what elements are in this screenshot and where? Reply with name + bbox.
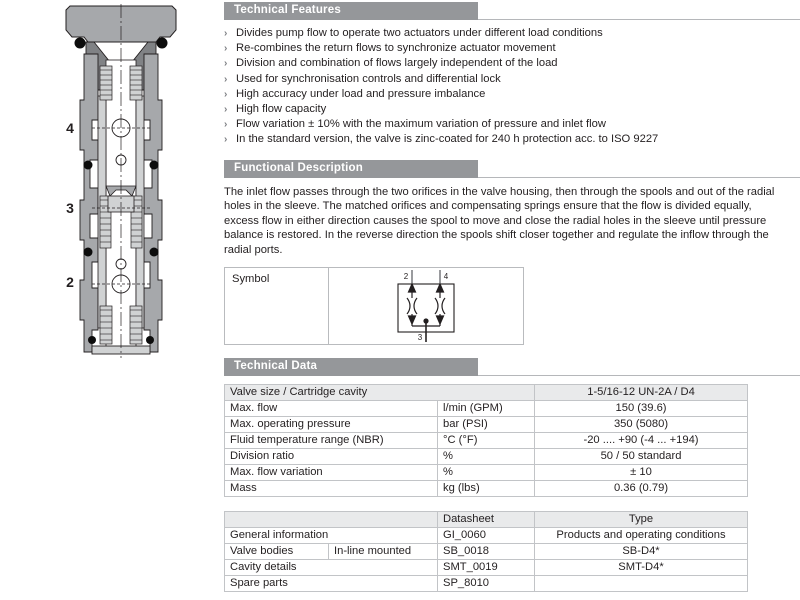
technical-data-parameter: Mass	[225, 480, 438, 496]
section-header-rule	[478, 19, 800, 20]
symbol-diagram-cell	[329, 268, 523, 344]
feature-list-item-label: In the standard version, the valve is zinc-coated for 240 h protection acc. to ISO 9227	[236, 133, 659, 146]
symbol-left-branch	[407, 284, 417, 326]
symbol-box	[224, 267, 524, 345]
feature-list-item-label: Division and combination of flows largely independent of the load	[236, 57, 558, 70]
feature-list-item	[224, 87, 800, 102]
feature-list-item-label: Flow variation ± 10% with the maximum variation of pressure and inlet flow	[236, 118, 606, 131]
port-label-4: 4	[66, 120, 74, 136]
symbol-label-port-2: 2	[403, 271, 409, 281]
table-row	[225, 575, 748, 591]
o-ring-seal-left	[75, 38, 86, 49]
section-header-rule	[478, 375, 800, 376]
technical-data-parameter: Max. flow	[225, 400, 438, 416]
related-documents-type: Products and operating conditions	[535, 527, 748, 543]
section-title: Functional Description	[234, 161, 363, 174]
table-row	[225, 480, 748, 496]
technical-data-parameter: Division ratio	[225, 448, 438, 464]
technical-data-unit: °C (°F)	[438, 432, 535, 448]
feature-list-item-label: Divides pump flow to operate two actuators under different load conditions	[236, 27, 603, 39]
related-documents-name: Spare parts	[225, 575, 438, 591]
content-column	[224, 0, 800, 600]
related-documents-header-type: Type	[535, 511, 748, 527]
technical-data-unit: kg (lbs)	[438, 480, 535, 496]
section-header-rule	[478, 177, 800, 178]
table-row	[225, 527, 748, 543]
table-row	[225, 432, 748, 448]
table-row	[225, 384, 748, 400]
table-row	[225, 400, 748, 416]
o-ring-seal-right	[157, 38, 168, 49]
technical-data-parameter: Valve size / Cartridge cavity	[225, 384, 535, 400]
table-row	[225, 543, 748, 559]
technical-data-unit: %	[438, 464, 535, 480]
section-header-technical-features	[224, 0, 800, 20]
feature-list-item	[224, 117, 800, 132]
feature-list-item	[224, 41, 800, 56]
related-documents-name: Cavity details	[225, 559, 438, 575]
related-documents-head	[225, 511, 748, 527]
technical-data-parameter: Max. flow variation	[225, 464, 438, 480]
technical-data-value: 350 (5080)	[535, 416, 748, 432]
related-documents-type: SMT-D4*	[535, 559, 748, 575]
section-title: Technical Features	[234, 4, 341, 16]
technical-data-parameter: Fluid temperature range (NBR)	[225, 432, 438, 448]
related-documents-datasheet-code: SMT_0019	[438, 559, 535, 575]
symbol-right-branch	[435, 284, 445, 326]
feature-list-item	[224, 56, 800, 71]
technical-data-value: 0.36 (0.79)	[535, 480, 748, 496]
chevron-right-icon: ›	[224, 88, 228, 100]
technical-data-unit: l/min (GPM)	[438, 400, 535, 416]
table-header-row	[225, 511, 748, 527]
technical-data-value: -20 .... +90 (-4 ... +194)	[535, 432, 748, 448]
feature-list-item	[224, 102, 800, 117]
related-documents-type: SB-D4*	[535, 543, 748, 559]
technical-data-value: 1-5/16-12 UN-2A / D4	[535, 384, 748, 400]
feature-list-item	[224, 26, 800, 41]
technical-data-unit: %	[438, 448, 535, 464]
feature-list-item	[224, 132, 800, 147]
port-label-3: 3	[66, 200, 74, 216]
section-header-functional-description	[224, 158, 800, 178]
technical-data-unit: bar (PSI)	[438, 416, 535, 432]
valve-cross-section-illustration	[0, 0, 220, 600]
technical-data-parameter: Max. operating pressure	[225, 416, 438, 432]
symbol-row-label: Symbol	[225, 268, 329, 344]
table-row	[225, 559, 748, 575]
related-documents-header-datasheet: Datasheet	[438, 511, 535, 527]
chevron-right-icon: ›	[224, 119, 228, 131]
symbol-label-port-3: 3	[417, 332, 423, 342]
related-documents-name: General information	[225, 527, 438, 543]
chevron-right-icon: ›	[224, 134, 228, 146]
feature-list-item-label: High flow capacity	[236, 103, 327, 116]
table-row	[225, 416, 748, 432]
related-documents-header-blank	[225, 511, 438, 527]
technical-data-table	[224, 384, 748, 497]
chevron-right-icon: ›	[224, 43, 228, 55]
valve-cross-section-svg	[0, 0, 220, 600]
feature-list-item-label: High accuracy under load and pressure imbalance	[236, 87, 486, 100]
feature-list-item-label: Used for synchronisation controls and differential lock	[236, 72, 501, 85]
flow-divider-symbol-svg	[366, 268, 486, 344]
related-documents-table	[224, 511, 748, 592]
functional-description-paragraph: The inlet flow passes through the two orifices in the valve housing, then through the spools and out of the radial holes in the sleeve. The matched orifices and compensating springs ensure that the flow is divided equally, excess flow in either direction causes the spool to move and close the radial holes in the sleeve until pressure balance is restored. In the reverse direction the spools shift closer together and regulate the inflow through the radial ports.	[224, 185, 775, 256]
related-documents-datasheet-code: SP_8010	[438, 575, 535, 591]
technical-data-value: 50 / 50 standard	[535, 448, 748, 464]
section-title: Technical Data	[234, 359, 318, 372]
technical-features-list	[224, 26, 800, 148]
chevron-right-icon: ›	[224, 28, 228, 39]
technical-data-value: 150 (39.6)	[535, 400, 748, 416]
feature-list-item-label: Re-combines the return flows to synchronize actuator movement	[236, 42, 556, 55]
chevron-right-icon: ›	[224, 104, 228, 116]
related-documents-datasheet-code: GI_0060	[438, 527, 535, 543]
table-row	[225, 448, 748, 464]
related-documents-type	[535, 575, 748, 591]
related-documents-datasheet-code: SB_0018	[438, 543, 535, 559]
feature-list-item	[224, 72, 800, 87]
section-header-technical-data	[224, 356, 800, 376]
symbol-label-port-4: 4	[443, 271, 449, 281]
related-documents-name: Valve bodies	[225, 543, 329, 559]
related-documents-body	[225, 527, 748, 591]
technical-data-body	[225, 384, 748, 496]
port-label-2: 2	[66, 274, 74, 290]
chevron-right-icon: ›	[224, 58, 228, 70]
chevron-right-icon: ›	[224, 73, 228, 85]
technical-data-value: ± 10	[535, 464, 748, 480]
table-row	[225, 464, 748, 480]
related-documents-detail: In-line mounted	[329, 543, 438, 559]
